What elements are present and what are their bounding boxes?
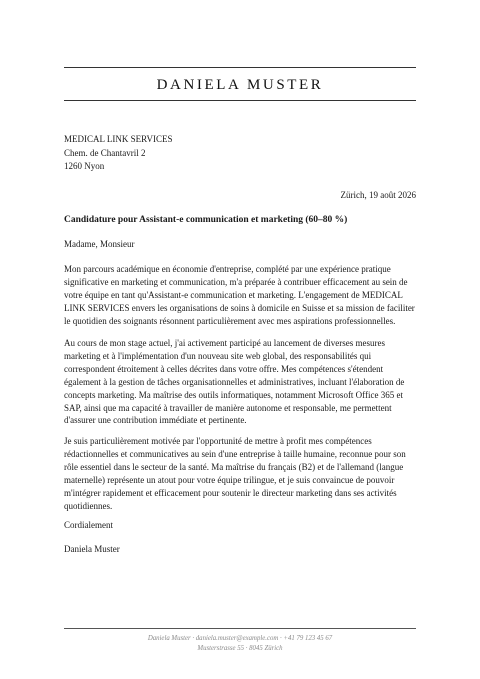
recipient-address-block bbox=[64, 133, 416, 174]
paragraph-line: maternelle) représente un atout pour votre équipe trilingue, et je suis convaincue de pouvoir bbox=[64, 474, 395, 485]
recipient-street: Chem. de Chantavril 2 bbox=[64, 147, 146, 158]
paragraph-line: rédactionnelles et communicatives au sein d'une entreprise à taille humaine, reconnue pour son bbox=[64, 448, 406, 459]
paragraph-line: votre équipe en tant qu'Assistant-e communication et marketing. L'engagement de MEDICAL bbox=[64, 289, 403, 300]
cover-letter-page bbox=[64, 0, 416, 679]
paragraph-line: marketing et à l'implémentation d'un nouveau site web global, des responsabilités qui bbox=[64, 350, 372, 361]
paragraph-line: LINK SERVICES envers les organisations de soins à domicile en Suisse et sa mission de faciliter bbox=[64, 302, 415, 313]
paragraph-line: m'intégrer rapidement et efficacement pour soutenir le directeur marketing dans ses activités bbox=[64, 487, 397, 498]
paragraph-line: Au cours de mon stage actuel, j'ai activement participé au lancement de diverses mesures bbox=[64, 338, 385, 348]
footer-address-line: Musterstrasse 55 · 8045 Zürich bbox=[197, 645, 283, 652]
paragraph-line: significative en marketing et communication, m'a préparée à contribuer efficacement au sein de bbox=[64, 276, 408, 287]
paragraph-line: Je suis particulièrement motivée par l'opportunité de mettre à profit mes compétences bbox=[64, 436, 372, 446]
closing-phrase: Cordialement bbox=[64, 520, 113, 530]
header-bottom-rule bbox=[64, 100, 416, 101]
paragraph-line: d'assurer une contribution immédiate et pertinente. bbox=[64, 415, 247, 426]
letter-subject: Candidature pour Assistant-e communication et marketing (60–80 %) bbox=[64, 215, 348, 225]
letter-date: Zürich, 19 août 2026 bbox=[340, 190, 416, 200]
paragraph-line: le quotidien des soignants résonnent particulièrement avec mes aspirations professionnelles. bbox=[64, 315, 396, 326]
recipient-company: MEDICAL LINK SERVICES bbox=[64, 134, 173, 144]
header-top-rule bbox=[64, 67, 416, 68]
paragraph-line: quotidiennes. bbox=[64, 500, 113, 511]
recipient-city: 1260 Nyon bbox=[64, 161, 105, 171]
paragraph-line: SAP, ainsi que ma capacité à travailler de manière autonome et responsable, me permettent bbox=[64, 402, 392, 413]
paragraph-line: concepts marketing. Ma maîtrise des outils informatiques, notamment Microsoft Office 365 et bbox=[64, 389, 404, 400]
body-paragraph-3 bbox=[64, 435, 416, 512]
paragraph-line: correspondent étroitement à celles décrites dans votre offre. Mes compétences s'étendent bbox=[64, 363, 384, 374]
paragraph-line: rôle essentiel dans le secteur de la santé. Ma maîtrise du français (B2) et de l'allemand (langue bbox=[64, 461, 404, 472]
paragraph-line: Mon parcours académique en économie d'entreprise, complété par une expérience pratique bbox=[64, 264, 391, 274]
signature-name: Daniela Muster bbox=[64, 544, 120, 554]
sender-name-heading: DANIELA MUSTER bbox=[156, 77, 324, 93]
salutation: Madame, Monsieur bbox=[64, 239, 135, 249]
body-paragraph-2 bbox=[64, 337, 416, 427]
footer-rule bbox=[64, 628, 416, 629]
paragraph-line: également à la gestion de tâches organisationnelles et administratives, incluant l'élaboration de bbox=[64, 376, 405, 387]
body-paragraph-1 bbox=[64, 263, 416, 328]
footer-contact bbox=[64, 634, 416, 654]
footer-contact-line: Daniela Muster · daniela.muster@example.com · +41 79 123 45 67 bbox=[147, 635, 333, 642]
